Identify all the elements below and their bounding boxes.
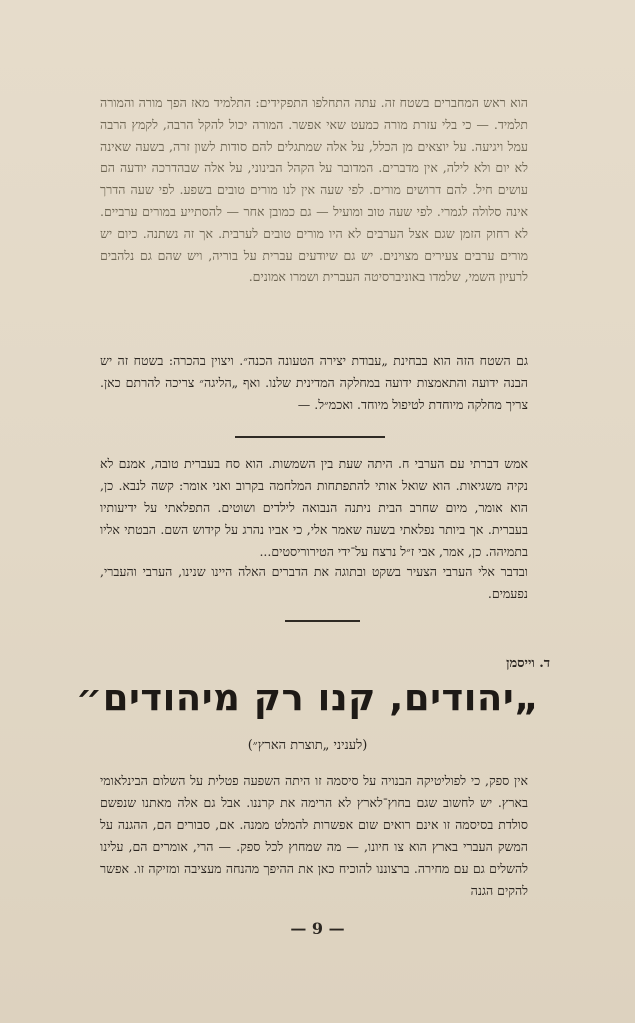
paragraph-league: גם השטח הזה הוא בבחינת „עבודת יצירה הטעונה הכנה״. ויצוין בהכרה: בשטח זה יש הבנה ידועה והתאמצות ידועה במחלקה המדינית שלנו. ואף „הליגה״ צריכה להרתם כאן. צריך מחלקה מיוחדת לטיפול מיוחד. ואכמ״ל. — (100, 353, 528, 412)
section-divider (235, 436, 385, 438)
paragraph-closing: ובדבר אלי הערבי הצעיר בשקט ובתוגה את הדברים האלה היינו שנינו, הערבי והעברי, נפעמים. (100, 564, 528, 601)
article-source: (לעניני „תוצרת הארץ״) (247, 738, 368, 753)
page-number: — 9 — (290, 919, 345, 938)
paragraph-arab-conversation: אמש דברתי עם הערבי ח. היתה שעת בין השמשות. הוא סח בעברית טובה, אמנם לא נקיה משגיאות. הוא שואל אותי להתפתחות המלחמה בקרוב ואני אומר: קשה לנבא. כן, הוא אומר, מיום שחרב הבית ניתנה הנבואה לילדים ושוטים. התפלאתי על ידיעותיו בעברית. אך ביותר נפלאתי בשעה שאמר אלי, כי אביו נהרג על קידוש השם. הבטתי אליו בתמיהה. כן, אמר, אבי ז״ל נרצח על־ידי הטירוריסטים... (100, 456, 528, 559)
article-byline: ד. וייסמן (506, 656, 550, 671)
article-headline: „יהודים, קנו רק מיהודים״ (75, 676, 540, 719)
paragraph-teachers: הוא ראש המחברים בשטח זה. עתה התחלפו התפקידים: התלמיד מאז הפך מורה והמורה תלמיד. — כי בלי עזרת מורה כמעט שאי אפשר. המורה יכול להקל הרבה, לקמץ הרבה עמל ויגיעה. על יוצאים מן הכלל, על אלה שמתגלים להם סודות לשון זרה, בשעה שאינה לא יום ולא לילה, אין מדברים. המדובר על הקהל הבינוני, על אלה שבהדרכה יודעה הם עושים חיל. להם דרושים מורים. לפי שעה אין לנו מורים טובים בשפע. לפי שעה הדרך אינה סלולה לגמרי. לפי שעה טוב ומועיל — גם כמובן אחר — להסתייע במורים ערביים. לא רחוק הזמן שגם אצל הערבים לא היו מורים טובים לערבית. אך זה נשתנה. כיום יש מורים ערבים צעירים מצוינים. יש גם שיודעים עברית על בוריה, ויש שהם גם נלהבים לרעיון השמי, שלמדו באוניברסיטה העברית ושמרו אמונים. (100, 95, 528, 285)
article-divider (285, 620, 360, 622)
article-paragraph: אין ספק, כי לפוליטיקה הבנויה על סיסמה זו היתה השפעה פטלית על השלום הבינלאומי בארץ. יש לחשוב שגם בחוץ־לארץ לא הרימה את קרננו. אבל גם אלה מאתנו שנפשם סולדת בסיסמה זו אינם רואים שום אפשרות להמלט ממנה. אם, סבורים הם, ההגנה על המשק העברי בארץ הוא צו חיונו, — מה שמחוץ לכל ספק. — הרי, אומרים הם, עלינו להשלים גם עם מחירה. ברצוננו להוכיח כאן את ההיפך מהנחה מעציבה ומזיקה זו. אפשר להקים הגנה (100, 773, 528, 898)
